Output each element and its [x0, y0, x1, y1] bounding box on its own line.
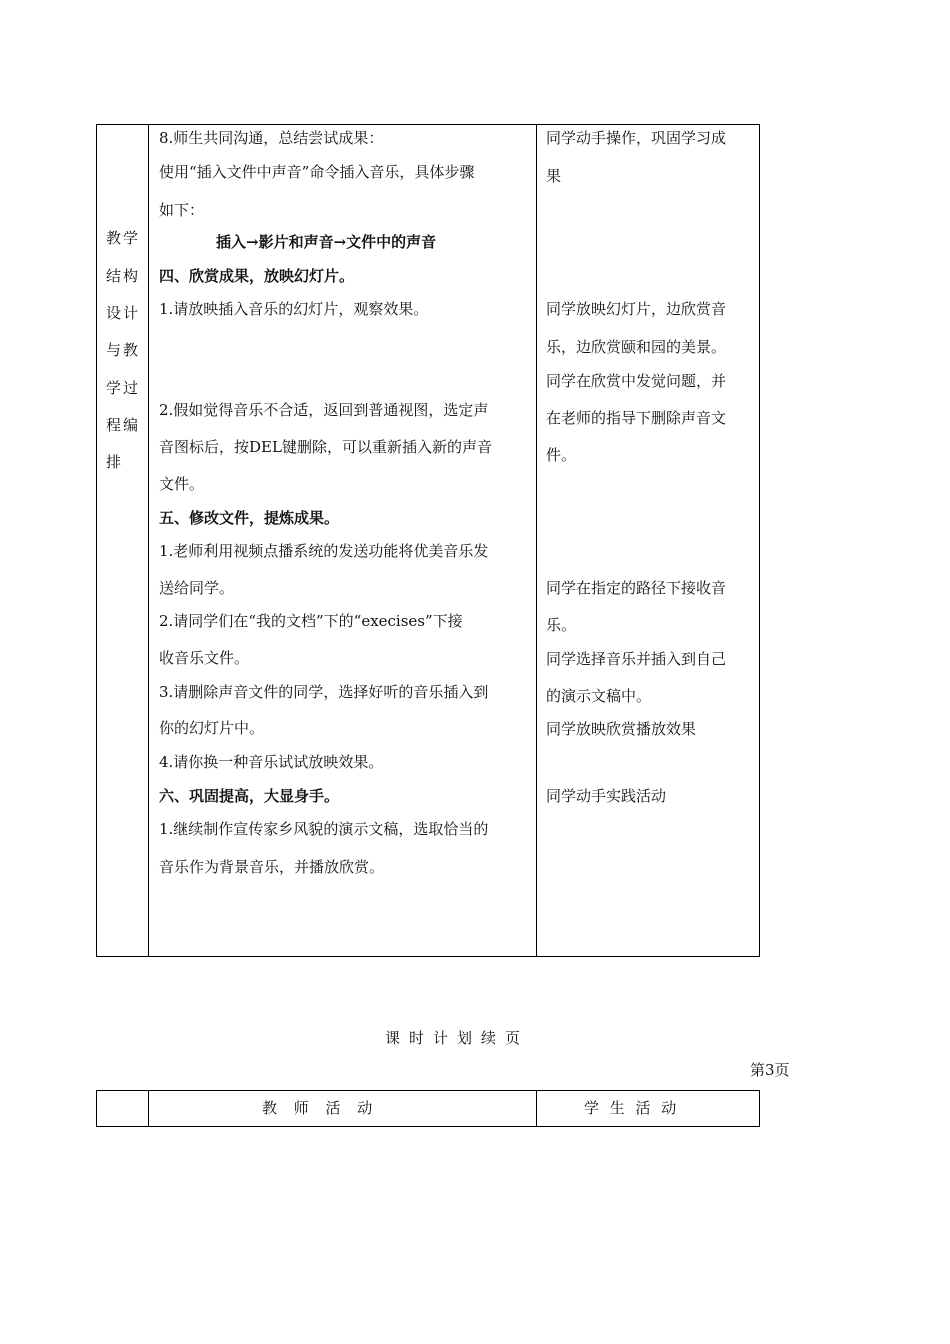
student-activity-line: 同学动手操作，巩固学习成: [546, 129, 727, 147]
teacher-activity-line: 送给同学。: [159, 579, 235, 597]
header-divider-student: [536, 1091, 537, 1126]
student-activity-line: 同学放映幻灯片，边欣赏音: [546, 300, 727, 318]
side-label-line: 设计: [106, 304, 141, 322]
side-label-line: 学过: [106, 379, 141, 397]
header-teacher-activities: 教 师 活 动: [262, 1099, 373, 1117]
teacher-activity-line: 音图标后，按DEL键删除，可以重新插入新的声音: [159, 438, 492, 456]
teacher-activity-line: 1.请放映插入音乐的幻灯片，观察效果。: [159, 300, 429, 318]
side-label-line: 结构: [106, 267, 141, 285]
student-activity-line: 同学动手实践活动: [546, 787, 667, 805]
student-activity-line: 同学在指定的路径下接收音: [546, 579, 727, 597]
teacher-activity-line: 你的幻灯片中。: [159, 719, 265, 737]
teacher-activity-line: 8.师生共同沟通，总结尝试成果：: [159, 129, 384, 147]
student-activity-line: 件。: [546, 446, 577, 464]
teacher-activity-line: 收音乐文件。: [159, 649, 250, 667]
student-activity-line: 在老师的指导下删除声音文: [546, 409, 727, 427]
teacher-activity-line: 如下：: [159, 201, 205, 219]
student-activity-line: 同学放映欣赏播放效果: [546, 720, 697, 738]
header-student-activities: 学 生 活 动: [584, 1099, 677, 1117]
side-label-line: 与教: [106, 341, 141, 359]
column-divider-student: [536, 125, 537, 956]
student-activity-line: 乐，边欣赏颐和园的美景。: [546, 338, 727, 356]
page-number: 第3页: [750, 1061, 790, 1079]
student-activity-line: 乐。: [546, 616, 577, 634]
teacher-activity-line: 1.继续制作宣传家乡风貌的演示文稿，选取恰当的: [159, 820, 489, 838]
teacher-activity-line: 使用“插入文件中声音”命令插入音乐，具体步骤: [159, 163, 475, 181]
teacher-activity-line: 2.请同学们在“我的文档”下的“execises”下接: [159, 612, 463, 630]
teacher-activity-line: 3.请删除声音文件的同学，选择好听的音乐插入到: [159, 683, 489, 701]
section-heading: 插入→影片和声音→文件中的声音: [216, 233, 437, 251]
teacher-activity-line: 2.假如觉得音乐不合适，返回到普通视图，选定声: [159, 401, 489, 419]
teacher-activity-line: 4.请你换一种音乐试试放映效果。: [159, 753, 384, 771]
teacher-activity-line: 1.老师利用视频点播系统的发送功能将优美音乐发: [159, 542, 489, 560]
section-heading: 五、修改文件，提炼成果。: [159, 509, 340, 527]
header-divider-side: [148, 1091, 149, 1126]
side-label-line: 教学: [106, 229, 141, 247]
teacher-activity-line: 文件。: [159, 475, 205, 493]
page-title: 课时计划续页: [385, 1029, 530, 1047]
column-divider-side: [148, 125, 149, 956]
header-table: [96, 1090, 760, 1127]
student-activity-line: 同学在欣赏中发觉问题，并: [546, 372, 727, 390]
side-label-line: 程编: [106, 416, 141, 434]
student-activity-line: 同学选择音乐并插入到自己: [546, 650, 727, 668]
side-label-line: 排: [106, 453, 124, 471]
section-heading: 六、巩固提高，大显身手。: [159, 787, 340, 805]
student-activity-line: 果: [546, 167, 562, 185]
student-activity-line: 的演示文稿中。: [546, 687, 652, 705]
section-heading: 四、欣赏成果，放映幻灯片。: [159, 267, 355, 285]
teacher-activity-line: 音乐作为背景音乐，并播放欣赏。: [159, 858, 385, 876]
